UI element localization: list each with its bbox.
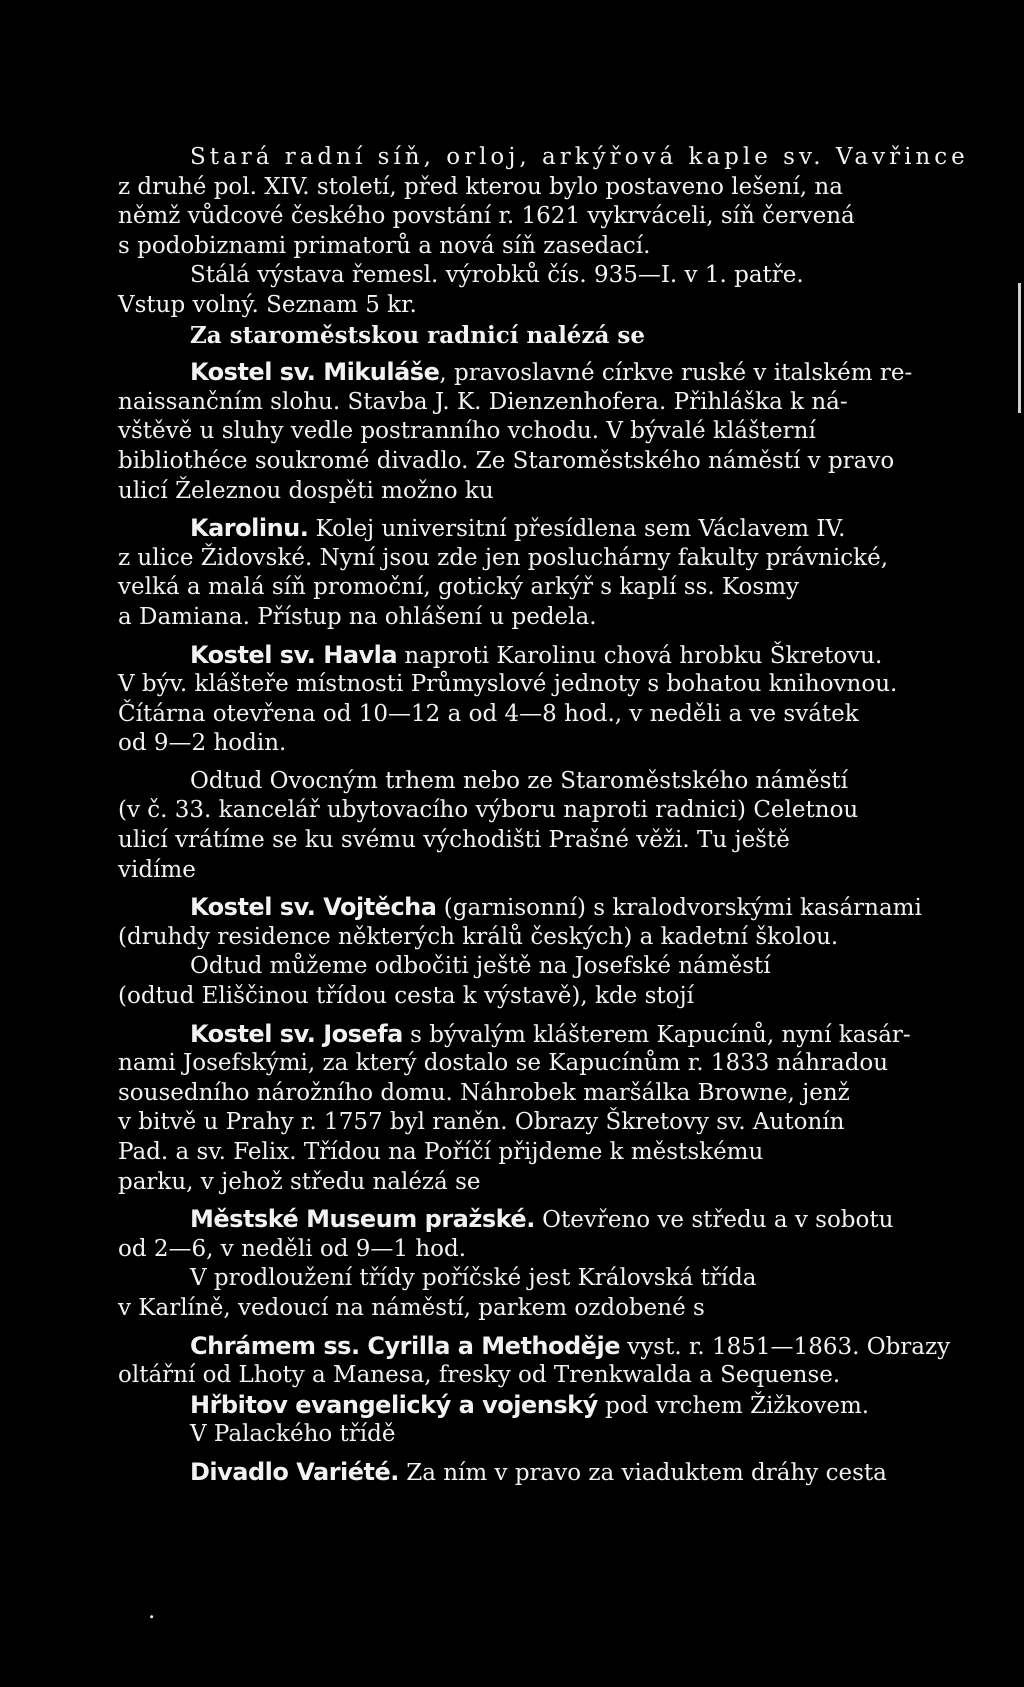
text-line: z druhé pol. XIV. století, před kterou bylo postaveno lešení, na xyxy=(118,173,843,200)
text-line: (odtud Eliščinou třídou cesta k výstavě), kde stojí xyxy=(118,983,694,1010)
entry-text: naproti Karolinu chová hrobku Škretovu. xyxy=(397,642,883,669)
text-line: vidíme xyxy=(118,856,196,883)
text-line xyxy=(118,514,1008,544)
entry-heading: Městské Museum pražské. xyxy=(190,1205,535,1234)
entry-heading: Kostel sv. Mikuláše xyxy=(190,358,440,387)
text-line: v Karlíně, vedoucí na náměstí, parkem ozdobené s xyxy=(118,1294,705,1321)
text-line: V Palackého třídě xyxy=(190,1421,396,1448)
text-line: parku, v jehož středu nalézá se xyxy=(118,1168,481,1195)
entry-text: Za ním v pravo za viaduktem dráhy cesta xyxy=(398,1459,887,1486)
text-line: z ulice Židovské. Nyní jsou zde jen posluchárny fakulty právnické, xyxy=(118,544,889,571)
text-line: Odtud Ovocným trhem nebo ze Staroměstského náměstí xyxy=(190,767,848,794)
text-line: s podobiznami primatorů a nová síň zasedací. xyxy=(118,232,651,259)
text-line: od 9—2 hodin. xyxy=(118,730,287,757)
text-line xyxy=(118,641,1008,671)
entry-heading: Chrámem ss. Cyrilla a Methoděje xyxy=(190,1331,620,1360)
text-line: Za staroměstskou radnicí nalézá se xyxy=(190,321,645,349)
page-edge-mark xyxy=(1018,283,1021,413)
text-line: Vstup volný. Seznam 5 kr. xyxy=(118,291,417,318)
text-line: naissančním slohu. Stavba J. K. Dienzenhofera. Přihláška k ná- xyxy=(118,388,848,415)
text-line: němž vůdcové českého povstání r. 1621 vykrváceli, síň červená xyxy=(118,203,855,230)
entry-heading: Kostel sv. Josefa xyxy=(190,1019,403,1048)
text-line: Odtud můžeme odbočiti ještě na Josefské náměstí xyxy=(190,953,771,980)
text-line: V prodloužení třídy poříčské jest Královská třída xyxy=(190,1265,757,1292)
text-line xyxy=(118,1205,1008,1235)
entry-text: s bývalým klášterem Kapucínů, nyní kasár- xyxy=(402,1021,911,1048)
text-line: oltářní od Lhoty a Manesa, fresky od Trenkwalda a Sequense. xyxy=(118,1362,841,1389)
text-line: vštěvě u sluhy vedle postranního vchodu. V bývalé klášterní xyxy=(118,418,816,445)
text-line: Stará radní síň, orloj, arkýřová kaple sv. Vavřince xyxy=(190,144,969,170)
text-line xyxy=(118,1458,1008,1488)
margin-dot: . xyxy=(148,1598,156,1624)
entry-text: Otevřeno ve středu a v sobotu xyxy=(534,1207,894,1234)
text-line: ulicí Železnou dospěti možno ku xyxy=(118,477,494,504)
text-line: ulicí vrátíme se ku svému východišti Prašné věži. Tu ještě xyxy=(118,827,790,854)
entry-text: pod vrchem Žižkovem. xyxy=(597,1392,870,1419)
entry-heading: Hřbitov evangelický a vojenský xyxy=(190,1390,598,1419)
entry-heading: Karolinu. xyxy=(190,514,309,543)
entry-text: vyst. r. 1851—1863. Obrazy xyxy=(619,1333,951,1360)
text-line: (v č. 33. kancelář ubytovacího výboru naproti radnici) Celetnou xyxy=(118,797,859,824)
text-line xyxy=(118,1020,1008,1050)
document-text xyxy=(118,143,1008,1488)
text-line xyxy=(118,893,1008,923)
entry-heading: Divadlo Variété. xyxy=(190,1457,399,1486)
text-line xyxy=(118,1391,1008,1421)
text-line: a Damiana. Přístup na ohlášení u pedela. xyxy=(118,603,597,630)
text-line: V býv. klášteře místnosti Průmyslové jednoty s bohatou knihovnou. xyxy=(118,671,898,698)
entry-text: (garnisonní) s kralodvorskými kasárnami xyxy=(436,895,922,922)
text-line: v bitvě u Prahy r. 1757 byl raněn. Obrazy Škretovy sv. Autonín xyxy=(118,1109,845,1136)
entry-text: Kolej universitní přesídlena sem Václavem IV. xyxy=(308,516,846,543)
text-line xyxy=(118,358,1008,388)
text-line: sousedního nárožního domu. Náhrobek maršálka Browne, jenž xyxy=(118,1079,850,1106)
text-line: Pad. a sv. Felix. Třídou na Poříčí přijdeme k městskému xyxy=(118,1139,764,1165)
entry-heading: Kostel sv. Havla xyxy=(190,640,398,669)
text-line: Stálá výstava řemesl. výrobků čís. 935—I. v 1. patře. xyxy=(190,262,804,289)
entry-text: , pravoslavné církve ruské v italském re- xyxy=(439,360,913,387)
entry-heading: Kostel sv. Vojtěcha xyxy=(190,893,437,922)
text-line: nami Josefskými, za který dostalo se Kapucínům r. 1833 náhradou xyxy=(118,1050,889,1077)
text-line: bibliothéce soukromé divadlo. Ze Staroměstského náměstí v pravo xyxy=(118,447,895,474)
text-line: od 2—6, v neděli od 9—1 hod. xyxy=(118,1235,467,1262)
text-line: velká a malá síň promoční, gotický arkýř s kaplí ss. Kosmy xyxy=(118,574,800,601)
text-line xyxy=(118,1332,1008,1362)
text-line: Čítárna otevřena od 10—12 a od 4—8 hod., v neděli a ve svátek xyxy=(118,700,859,727)
text-line: (druhdy residence některých králů českých) a kadetní školou. xyxy=(118,923,839,950)
